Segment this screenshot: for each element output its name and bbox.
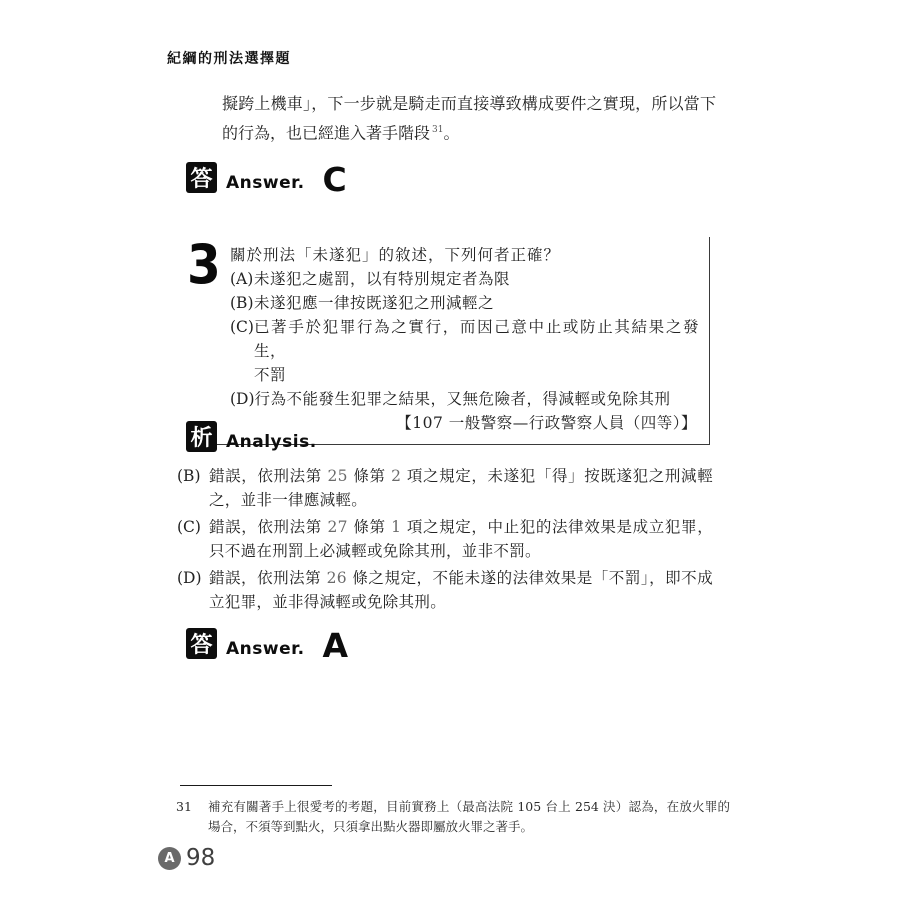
footnote-separator: [180, 785, 332, 786]
analysis-segment: 錯誤，依刑法第: [209, 518, 328, 536]
analysis-marker: (C): [177, 518, 201, 536]
analysis-segment: 條第: [347, 467, 392, 485]
law-paragraph-number: 1: [391, 518, 402, 536]
analysis-text: [209, 566, 713, 614]
option-text-line2: 不罰: [254, 366, 287, 384]
answer-block-c: [186, 160, 347, 199]
analysis-segment: 項之規定，未遂犯「得」按既遂犯之刑減輕之，並非一律應減輕。: [209, 467, 713, 509]
option-marker: (D): [230, 390, 255, 408]
analysis-segment: 條之規定，不能未遂的法律效果是「不罰」，即不成立犯罪，並非得減輕或免除其刑。: [209, 569, 713, 611]
law-article-number: 25: [327, 467, 348, 485]
footnote-number: 31: [176, 799, 192, 814]
option-marker: (A): [230, 270, 254, 288]
question-content: [230, 243, 699, 435]
option-marker: (C): [230, 318, 254, 336]
intro-text-end: 。: [443, 123, 460, 143]
analysis-badge-icon: 析: [186, 421, 217, 452]
answer-value: C: [322, 160, 347, 199]
analysis-item-c: [177, 515, 713, 563]
page-footer: [158, 845, 215, 871]
intro-text: 擬跨上機車」，下一步就是騎走而直接導致構成要件之實現，所以當下的行為，也已經進入著手階段: [222, 94, 716, 143]
answer-block-a: [186, 626, 349, 665]
analysis-label: Analysis.: [226, 432, 317, 452]
answer-label: Answer.: [226, 173, 305, 193]
law-paragraph-number: 2: [391, 467, 402, 485]
intro-paragraph: [222, 91, 716, 146]
option-row-c: [230, 315, 699, 387]
question-box: [186, 233, 710, 445]
footnote: [176, 797, 730, 836]
analysis-segment: 錯誤，依刑法第: [209, 569, 327, 587]
option-text: 未遂犯之處罰，以有特別規定者為限: [254, 270, 511, 288]
answer-value: A: [322, 626, 349, 665]
footnote-ref: 31: [432, 125, 444, 135]
law-article-number: 26: [326, 569, 347, 587]
question-stem: 關於刑法「未遂犯」的敘述，下列何者正確？: [230, 246, 561, 264]
analysis-segment: 錯誤，依刑法第: [209, 467, 328, 485]
analysis-item-d: [177, 566, 713, 614]
option-text: 行為不能發生犯罪之結果，又無危險者，得減輕或免除其刑: [254, 390, 671, 408]
option-text-line1: 已著手於犯罪行為之實行，而因己意中止或防止其結果之發生，: [254, 318, 699, 360]
answer-badge-icon: 答: [186, 162, 217, 193]
analysis-heading: [186, 421, 317, 452]
option-row-a: [230, 267, 699, 291]
analysis-marker: (B): [177, 467, 201, 485]
analysis-segment: 項之規定，中止犯的法律效果是成立犯罪，只不過在刑罰上必減輕或免除其刑，並非不罰。: [209, 518, 713, 560]
analysis-text: [209, 464, 713, 512]
option-row-d: [230, 387, 699, 411]
answer-badge-icon: 答: [186, 628, 217, 659]
option-text: [254, 315, 699, 387]
option-marker: (B): [230, 294, 254, 312]
analysis-items: [177, 464, 713, 617]
page-header: 紀綱的刑法選擇題: [167, 51, 291, 67]
law-article-number: 27: [327, 518, 348, 536]
answer-label: Answer.: [226, 639, 305, 659]
footnote-text: 補充有關著手上很愛考的考題，目前實務上（最高法院 105 台上 254 決）認為，在放火罪的場合，不須等到點火，只須拿出點火器即屬放火罪之著手。: [208, 799, 730, 834]
analysis-segment: 條第: [347, 518, 392, 536]
option-text: 未遂犯應一律按既遂犯之刑減輕之: [254, 294, 495, 312]
option-row-b: [230, 291, 699, 315]
question-source: 【107 一般警察—行政警察人員（四等）】: [396, 414, 697, 432]
analysis-item-b: [177, 464, 713, 512]
page-number: 98: [186, 845, 216, 871]
analysis-marker: (D): [177, 569, 202, 587]
question-number: 3: [187, 233, 221, 296]
section-badge: A: [158, 847, 181, 870]
analysis-text: [209, 515, 713, 563]
